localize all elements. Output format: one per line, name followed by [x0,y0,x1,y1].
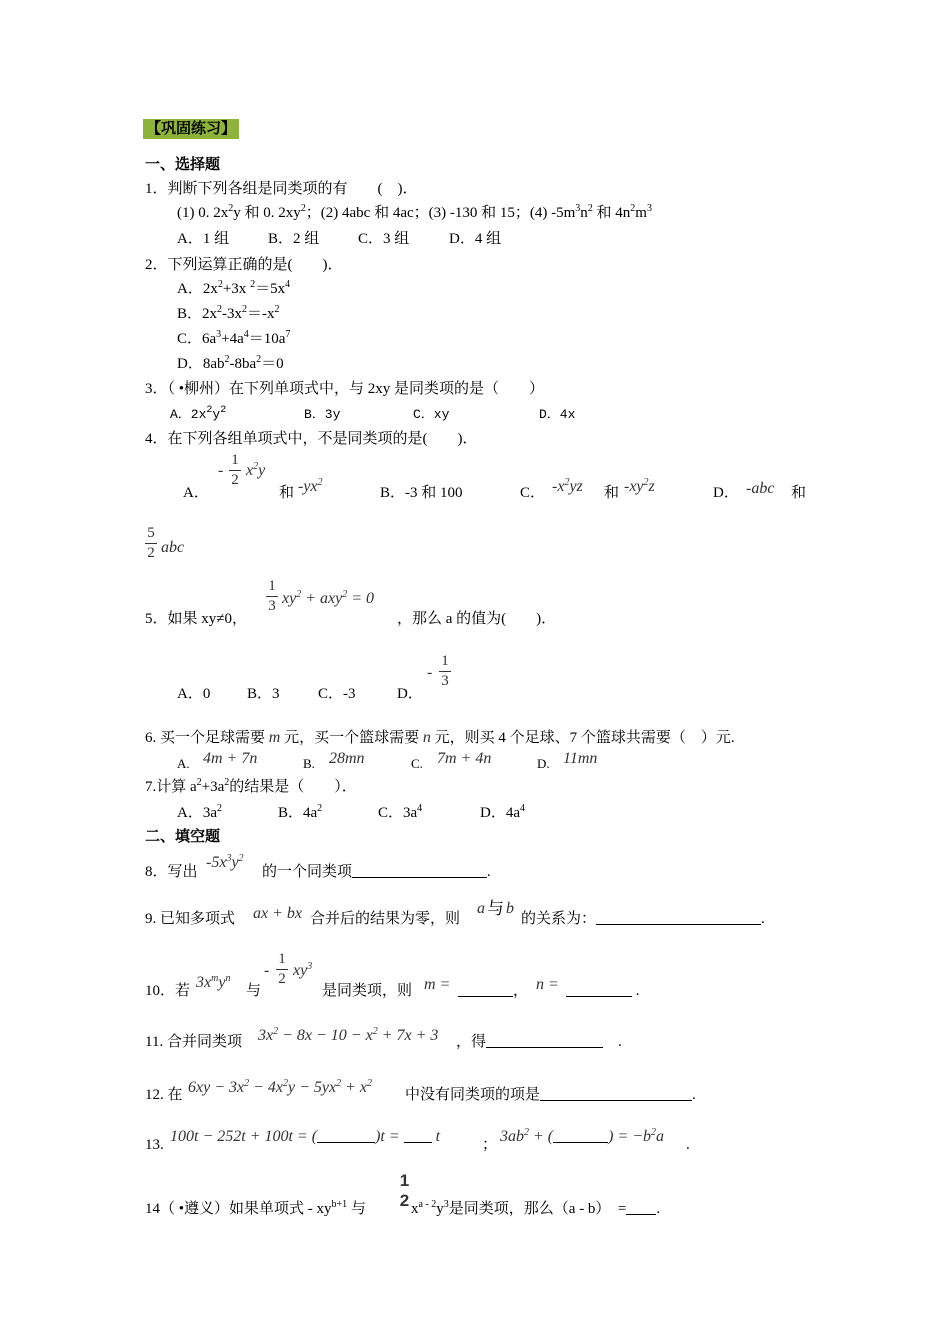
q3-choice-a: A．$2x^2y^2$ [170,405,227,422]
q9-suffix: 的关系为： . [521,911,765,927]
q2-choice-c: C．$6a^3+4a^4=10a^7$ [177,329,291,347]
q12-suffix: 中没有同类项的项是 . [405,1087,696,1103]
q6-choice-b-label: B. [303,756,315,771]
q10-mid: 是同类项，则 [322,983,413,999]
q11-suffix: ，得 . [456,1034,622,1050]
q9-answer-blank[interactable] [596,910,761,925]
q5-prefix: 5．如果 xy≠0， [145,611,247,627]
q14-prefix: 14（ •遵义）如果单项式 - $xy^{b+1}$ 与 [145,1199,366,1217]
q4-d-fraction: 5 2 [145,525,157,562]
q13-expr2: $3ab^2$ + ( ) = $-b^2a$ [500,1127,665,1145]
q6-choice-c-label: C. [411,756,423,771]
q1-choice-a: A．1 组 [177,231,230,247]
q4-choice-a-label: A． [183,485,209,501]
q3-choice-c: C．xy [413,407,450,422]
q8-answer-blank[interactable] [352,863,487,878]
q6-stem: 6. 买一个足球需要 m 元，买一个篮球需要 n 元，则买 4 个足球、7 个篮球共需要（ ）元. [145,729,735,746]
q9-yu: 与 [487,899,504,918]
q12-expr: $6xy - 3x^2 - 4x^2y - 5yx^2 + x^2$ [188,1078,373,1096]
q3-stem: 3．（ •柳州）在下列单项式中，与 2xy 是同类项的是（ ） [145,381,545,397]
q14-rest: $x^{a - 2}y^3$是同类项，那么（a - b） = . [411,1199,661,1217]
q10-n-blank-row: . [566,982,640,1000]
q3-choice-b: B．3y [304,407,341,422]
part2-title: 二、填空题 [145,829,221,845]
q5-equation: $xy^2 + axy^2 = 0$ [282,589,374,607]
q3-choice-d: D．4x [539,407,576,422]
q5-d-fraction: 1 3 [439,653,451,690]
q9-a: a [477,900,485,917]
section-header: 【巩固练习】 [143,119,239,139]
q6-choice-b: 28mn [329,750,365,767]
q13-blank-2[interactable] [404,1128,432,1143]
q4-choice-b: B．-3 和 100 [380,485,463,501]
q4-c-first: $-x^2yz$ [552,477,583,495]
q12-prefix: 12. 在 [145,1087,183,1103]
part1-title: 一、选择题 [145,157,221,173]
q4-a-expr: $x^2y$ [246,461,266,479]
q9-b: b [506,900,514,917]
q12-answer-blank[interactable] [540,1086,692,1101]
q5-d-minus: - [427,664,433,681]
q10-xy: $xy^3$ [293,961,313,979]
q1-groups: (1) 0. $2x^2y$ 和 0. $2xy^2$；(2) 4abc 和 4ac；(3) -130 和 15；(4) $-5m^3n^2$ 和 $4n^2m^3$ [177,203,652,221]
q1-choice-b: B．2 组 [268,231,320,247]
q10-m-blank-row: ， [458,982,528,1000]
q10-prefix: 10．若 [145,983,191,999]
q7-choice-b: B．$4a^2$ [278,803,323,821]
q13-expr1: 100t − 252t + 100t = ( )t = t [170,1128,441,1145]
q13-prefix: 13. [145,1137,164,1153]
q14-answer-blank[interactable] [626,1200,656,1215]
q6-choice-d-label: D. [537,756,550,771]
q4-d-he: 和 [791,485,807,501]
q4-choice-c-label: C． [520,485,546,501]
q11-answer-blank[interactable] [486,1033,603,1048]
q4-a-fraction: 1 2 [229,452,241,489]
q5-choice-a: A．0 [177,686,211,702]
q1-choice-d: D．4 组 [449,231,502,247]
q13-blank-3[interactable] [553,1128,608,1143]
q10-fraction: 1 2 [276,951,288,988]
q6-choice-d: 11mn [563,750,598,767]
q7-choice-c: C．$3a^4$ [378,803,423,821]
q13-end: . [686,1137,690,1153]
q10-m-eq: m = [424,976,451,993]
q1-choice-c: C．3 组 [358,231,410,247]
q4-c-he: 和 [604,485,620,501]
q6-choice-c: 7m + 4n [437,750,492,767]
q9-mid: 合并后的结果为零，则 [310,911,461,927]
q9-expr: ax + bx [253,905,302,922]
q4-stem: 4．在下列各组单项式中，不是同类项的是( )． [145,431,478,447]
q2-choice-b: B．$2x^2-3x^2=-x^2$ [177,304,280,322]
q11-expr: $3x^2 - 8x - 10 - x^2 + 7x + 3$ [258,1026,439,1044]
q7-stem: 7.计算 $a^2+3a^2$的结果是（ ）． [145,777,357,795]
q10-minus: - [264,962,270,979]
q13-semi: ； [482,1137,498,1153]
q10-expr: $3x^my^n$ [196,973,231,991]
q10-n-blank[interactable] [566,982,632,997]
q13-blank-1[interactable] [317,1128,375,1143]
q4-c-second: $-xy^2z$ [624,477,655,495]
q10-m-blank[interactable] [458,982,513,997]
q4-d-abc: abc [161,539,185,556]
q5-choice-c: C．-3 [318,686,356,702]
q11-prefix: 11. 合并同类项 [145,1034,242,1050]
q2-choice-a: A．$2x^2+3x$ $^2=5x^4$ [177,279,291,297]
q4-a-second: $-yx^2$ [298,477,323,495]
q5-choice-b: B．3 [247,686,280,702]
q4-choice-d-label: D． [713,485,739,501]
q2-choice-d: D．$8ab^2-8ba^2=0$ [177,354,284,372]
q5-eq-fraction: 1 3 [266,578,278,615]
q4-d-first: -abc [746,480,775,497]
q2-stem: 2．下列运算正确的是( )． [145,257,343,273]
q4-a-he: 和 [279,485,295,501]
q10-yu: 与 [246,983,262,999]
q1-stem: 1．判断下列各组是同类项的有 ( )． [145,181,418,197]
q5-suffix: ，那么 a 的值为( )． [397,611,557,627]
q5-choice-d: D． [397,686,423,702]
q9-prefix: 9. 已知多项式 [145,911,236,927]
q14-fraction: 1 2 [399,1171,410,1210]
q7-choice-d: D．$4a^4$ [480,803,525,821]
q7-choice-a: A．$3a^2$ [177,803,222,821]
q10-n-eq: n = [536,976,559,993]
q4-a-minus: - [218,462,224,479]
q8-suffix: 的一个同类项 . [262,864,491,880]
q8-expr: $-5x^3y^2$ [206,853,244,871]
q8-prefix: 8．写出 [145,864,198,880]
q6-choice-a-label: A. [177,756,190,771]
q6-choice-a: 4m + 7n [203,750,258,767]
